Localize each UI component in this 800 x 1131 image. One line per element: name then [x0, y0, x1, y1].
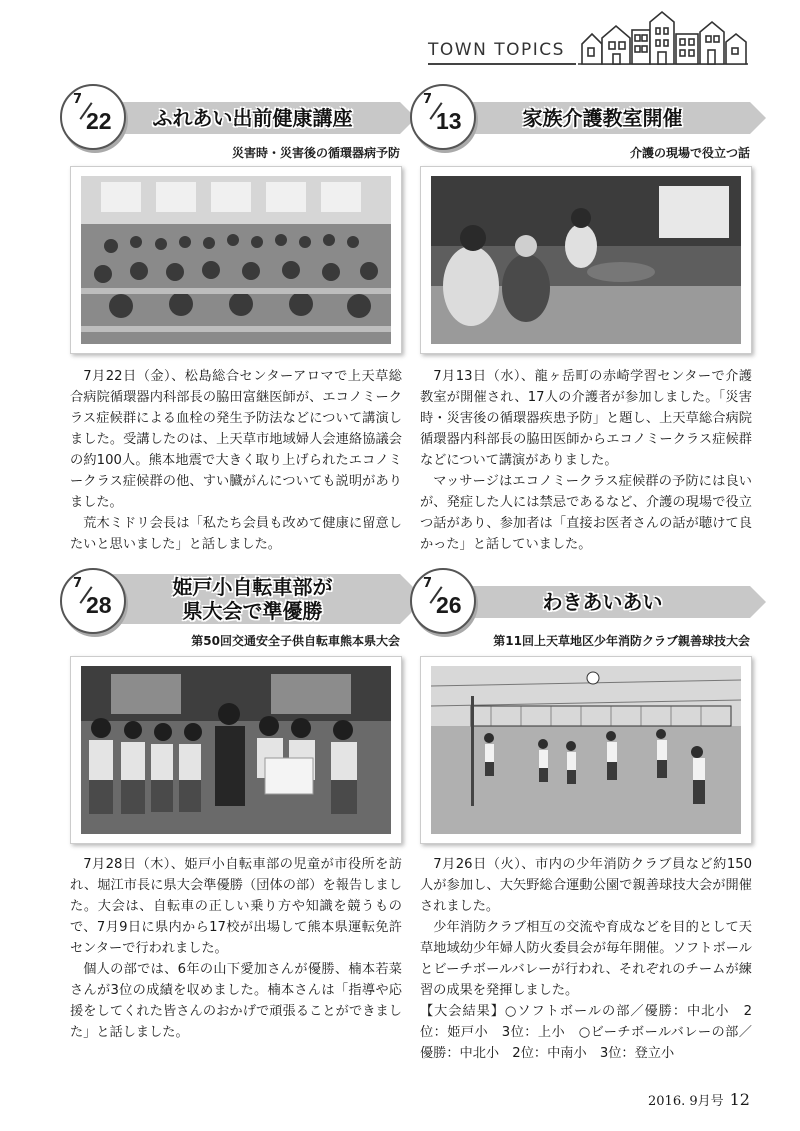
date-month: 7: [73, 576, 83, 591]
lecture-photo: [70, 166, 402, 354]
date-day: 13: [436, 108, 462, 134]
paragraph: 個人の部では、6年の山下愛加さんが優勝、楠本若菜さんが3位の成績を収めました。楠本さんは「指導や応援をしてくれた皆さんのおかげで頑張ることができました」と話しました。: [70, 962, 402, 1040]
section-title: ふれあい出前健康講座: [152, 106, 353, 130]
section-title-line-1: 姫戸小自転車部が: [172, 575, 333, 599]
page-header: [0, 0, 800, 80]
paragraph: マッサージはエコノミークラス症候群の予防には良いが、発症した人には禁忌であるなど、介護の現場で役立つ話があり、参加者は「直接お医者さんの話が聴けて良かった」と話していました。: [420, 474, 752, 552]
section-subtitle: 災害時・災害後の循環器病予防: [231, 146, 400, 160]
date-badge: [60, 568, 126, 634]
paragraph: 7月28日（木）、姫戸小自転車部の児童が市役所を訪れ、堀江市長に県大会準優勝（団体の部）を報告しました。大会は、自転車の正しい乗り方や知識を競うもので、7月9日に県内から17校が出場して熊本県運転免許センターで行われました。: [70, 857, 402, 956]
date-month: 7: [73, 92, 83, 107]
date-badge: [410, 568, 476, 634]
section-body: [70, 366, 402, 555]
care-class-photo: [420, 166, 752, 354]
page-footer: [648, 1090, 750, 1109]
tournament-photo: [420, 656, 752, 844]
date-day: 28: [86, 592, 112, 618]
page-number: 12: [729, 1090, 750, 1109]
town-buildings-illustration: [578, 8, 750, 70]
date-badge: [60, 84, 126, 150]
paragraph: 荒木ミドリ会長は「私たち会員も改めて健康に留意したいと思いました」と話しました。: [70, 516, 402, 552]
section-health-lecture: [60, 84, 400, 554]
date-month: 7: [423, 92, 433, 107]
date-day: 26: [436, 592, 462, 618]
section-care-class: [410, 84, 750, 554]
paragraph: 7月26日（火）、市内の少年消防クラブ員など約150人が参加し、大矢野総合運動公園で親善球技大会が開催されました。: [420, 857, 752, 914]
date-day: 22: [86, 108, 112, 134]
section-body: [420, 366, 752, 555]
paragraph: 少年消防クラブ相互の交流や育成などを目的として天草地域幼少年婦人防火委員会が毎年開催。ソフトボールとビーチボールバレーが行われ、それぞれのチームが練習の成果を発揮しました。: [420, 920, 752, 998]
section-body: [420, 854, 752, 1064]
section-title: 家族介護教室開催: [522, 106, 683, 130]
section-title-line-2: 県大会で準優勝: [182, 599, 323, 623]
header-rule: [428, 63, 576, 65]
section-fire-club-tournament: [410, 568, 750, 1068]
section-subtitle: 第11回上天草地区少年消防クラブ親善球技大会: [493, 634, 750, 648]
date-badge: [410, 84, 476, 150]
results-paragraph: 【大会結果】○ソフトボールの部／優勝：中北小 2位：姫戸小 3位：上小 ○ビーチボールバレーの部／優勝：中北小 2位：中南小 3位：登立小: [420, 1004, 752, 1061]
section-title: わきあいあい: [542, 590, 663, 614]
section-subtitle: 第50回交通安全子供自転車熊本県大会: [191, 634, 400, 648]
issue-label: 2016. 9月号: [648, 1094, 724, 1109]
header-title: TOWN TOPICS: [428, 40, 565, 60]
date-month: 7: [423, 576, 433, 591]
section-body: [70, 854, 402, 1043]
paragraph: 7月13日（水）、龍ヶ岳町の赤崎学習センターで介護教室が開催され、17人の介護者が参加しました。「災害時・災害後の循環器疾患予防」と題し、上天草総合病院循環器内科部長の脇田医師からエコノミークラス症候群などについて講演がありました。: [420, 369, 752, 468]
section-bicycle-club: [60, 568, 400, 1048]
paragraph: 7月22日（金）、松島総合センターアロマで上天草総合病院循環器内科部長の脇田富継医師が、エコノミークラス症候群による血栓の発生予防法などについて講演しました。受講したのは、上天草市地域婦人会連絡協議会の約100人。熊本地震で大きく取り上げられたエコノミークラス症候群の他、すい臓がんについても説明がありました。: [70, 369, 402, 510]
bicycle-club-photo: [70, 656, 402, 844]
section-subtitle: 介護の現場で役立つ話: [629, 146, 750, 160]
